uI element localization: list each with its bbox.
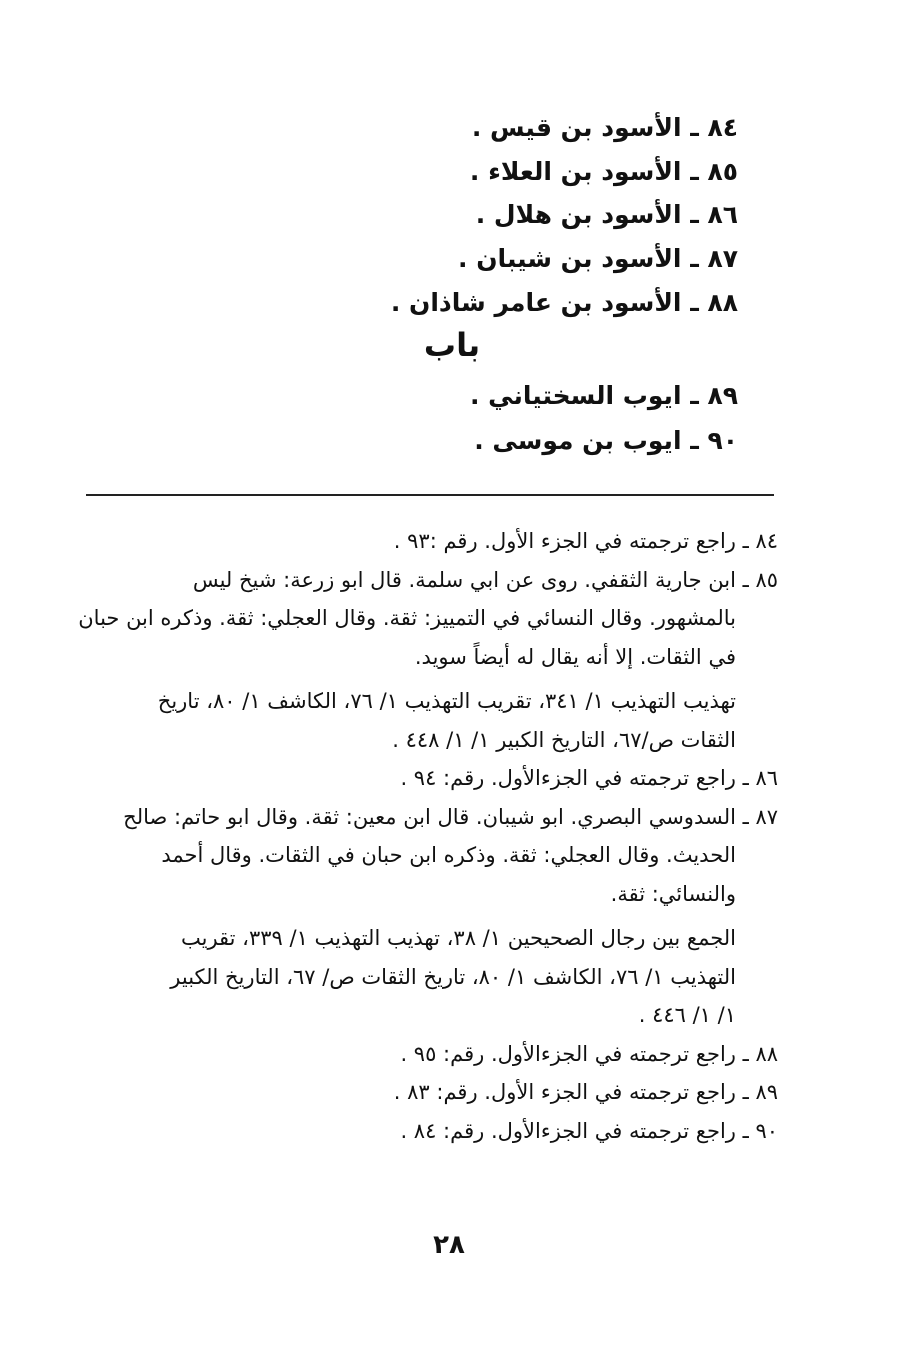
narrator-entry: ٨٩ ـ ايوب السختياني . xyxy=(469,381,738,410)
footnote-line: في الثقات. إلا أنه يقال له أيضاً سويد. xyxy=(414,644,736,669)
footnote-90 xyxy=(78,1112,778,1151)
narrator-list-2 xyxy=(238,373,738,463)
footnote-line: ٨٤ ـ راجع ترجمته في الجزء الأول. رقم :٩٣ . xyxy=(393,529,778,553)
footnote-line: والنسائي: ثقة. xyxy=(610,881,736,906)
footnote-89 xyxy=(78,1073,778,1112)
footnote-86 xyxy=(78,759,778,798)
footnote-line: بالمشهور. وقال النسائي في التمييز: ثقة. وقال العجلي: ثقة. وذكره ابن حبان xyxy=(78,606,736,630)
footnote-line: الحديث. وقال العجلي: ثقة. وذكره ابن حبان في الثقات. وقال أحمد xyxy=(161,843,736,867)
section-heading: باب xyxy=(423,326,481,364)
footnote-line: ٩٠ ـ راجع ترجمته في الجزءالأول. رقم: ٨٤ . xyxy=(400,1118,778,1143)
narrator-entry: ٨٦ ـ الأسود بن هلال . xyxy=(475,200,738,230)
narrator-entry: ٨٨ ـ الأسود بن عامر شاذان . xyxy=(390,287,738,317)
footnote-line: ٨٧ ـ السدوسي البصري. ابو شيبان. قال ابن معين: ثقة. وقال ابو حاتم: صالح xyxy=(123,804,778,829)
footnote-88 xyxy=(78,1035,778,1074)
narrator-entry: ٨٧ ـ الأسود بن شيبان . xyxy=(458,244,738,274)
footnote-reference: الجمع بين رجال الصحيحين ١/ ٣٨، تهذيب التهذيب ١/ ٣٣٩، تقريب xyxy=(180,926,736,950)
footnote-reference: تهذيب التهذيب ١/ ٣٤١، تقريب التهذيب ١/ ٧٦، الكاشف ١/ ٨٠، تاريخ xyxy=(157,689,736,713)
footnote-87 xyxy=(78,798,778,1035)
footnote-84 xyxy=(78,522,778,561)
footnote-reference: ١/ ١/ ٤٤٦ . xyxy=(638,1003,736,1027)
footnote-85 xyxy=(78,561,778,760)
footnote-divider xyxy=(86,494,774,496)
footnote-line: ٨٨ ـ راجع ترجمته في الجزءالأول. رقم: ٩٥ . xyxy=(400,1041,778,1066)
narrator-entry: ٨٤ ـ الأسود بن قيس . xyxy=(471,113,738,142)
footnote-line: ٨٥ ـ ابن جارية الثقفي. روى عن ابي سلمة. قال ابو زرعة: شيخ ليس xyxy=(192,567,778,592)
page-number: ٢٨ xyxy=(433,1230,465,1260)
narrator-entry: ٨٥ ـ الأسود بن العلاء . xyxy=(469,156,738,186)
footnote-line: ٨٦ ـ راجع ترجمته في الجزءالأول. رقم: ٩٤ . xyxy=(400,766,778,790)
narrator-entry: ٩٠ ـ ايوب بن موسى . xyxy=(474,426,738,455)
footnote-reference: الثقات ص/٦٧، التاريخ الكبير ١/ ١/ ٤٤٨ . xyxy=(392,727,736,752)
footnote-line: ٨٩ ـ راجع ترجمته في الجزء الأول. رقم: ٨٣ . xyxy=(393,1080,778,1104)
narrator-list xyxy=(238,106,738,324)
footnote-reference: التهذيب ١/ ٧٦، الكاشف ١/ ٨٠، تاريخ الثقات ص/ ٦٧، التاريخ الكبير xyxy=(170,964,736,989)
footnotes xyxy=(78,522,778,1150)
